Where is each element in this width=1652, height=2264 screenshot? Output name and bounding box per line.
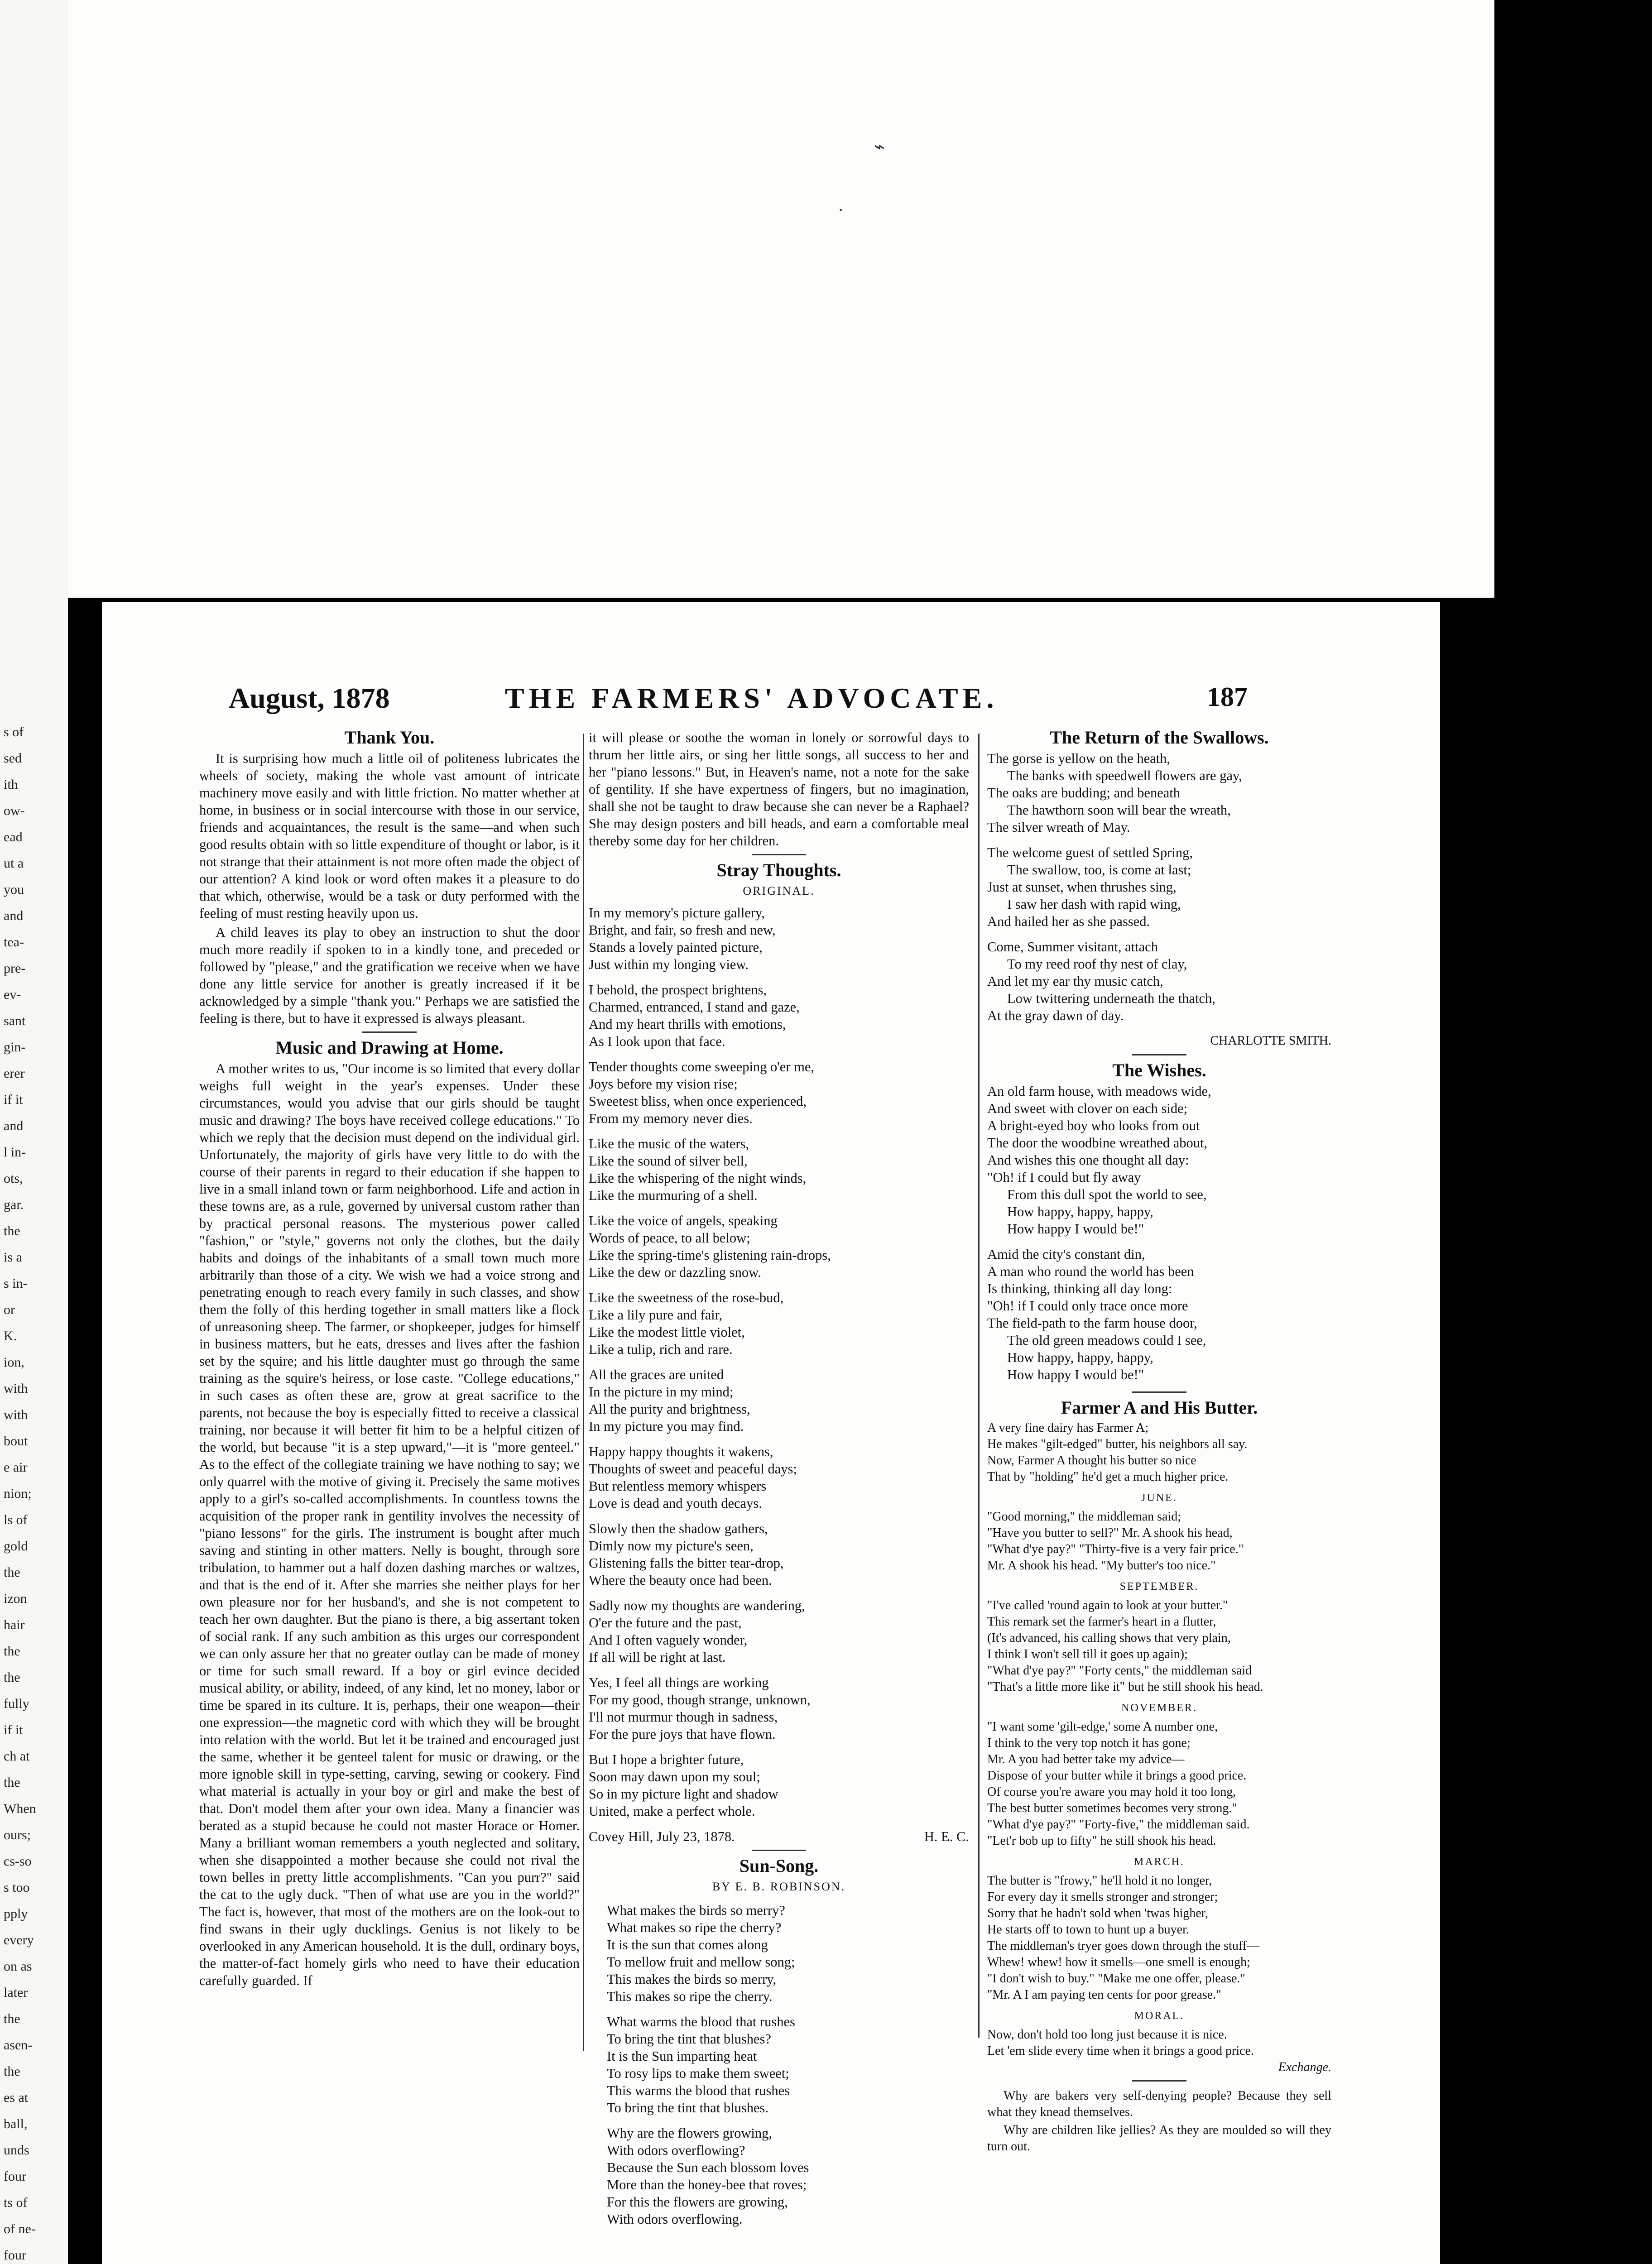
prev-page-text-fragment: every (4, 1933, 34, 1947)
stanza (589, 904, 969, 973)
prev-page-text-fragment: ead (4, 830, 23, 844)
prev-page-text-fragment: if it (4, 1722, 23, 1737)
verse-line: Sadly now my thoughts are wandering, (589, 1598, 805, 1613)
moral-heading: MORAL. (1134, 2010, 1185, 2022)
verse-line: Sorry that he hadn't sold when 'twas higher, (987, 1906, 1208, 1920)
stanza (589, 1135, 969, 1204)
verse-line: Come, Summer visitant, attach (987, 939, 1158, 955)
prev-page-text-fragment: ith (4, 777, 18, 792)
verse-line: Mr. A shook his head. "My butter's too nice." (987, 1559, 1216, 1573)
poem-title: The Return of the Swallows. (1050, 727, 1269, 748)
verse-line: "Have you butter to sell?" Mr. A shook his head, (987, 1526, 1233, 1540)
verse-line: Where the beauty once had been. (589, 1573, 772, 1588)
separator-rule (752, 854, 806, 855)
newspaper-title: THE FARMERS' ADVOCATE. (505, 682, 999, 714)
stanza (607, 2013, 969, 2116)
column-2 (589, 729, 969, 2236)
verse-line: Like the sweetness of the rose-bud, (589, 1290, 784, 1305)
prev-page-text-fragment: ours; (4, 1828, 31, 1842)
verse-line: Just within my longing view. (589, 957, 749, 972)
verse-line: The butter is "frowy," he'll hold it no longer, (987, 1874, 1212, 1888)
prev-page-text-fragment: When (4, 1801, 36, 1816)
verse-line: With odors overflowing? (607, 2143, 745, 2158)
verse-line: "I've called 'round again to look at your butter." (987, 1598, 1228, 1612)
article-title: Thank You. (344, 727, 435, 748)
speck-mark: ⌁ (874, 136, 885, 157)
prev-page-text-fragment: or (4, 1302, 15, 1317)
stanza (607, 1902, 969, 2005)
verse-line: At the gray dawn of day. (987, 1008, 1124, 1023)
verse-line: Dimly now my picture's seen, (589, 1538, 754, 1554)
verse-line: Mr. A you had better take my advice— (987, 1752, 1185, 1766)
verse-line: Because the Sun each blossom loves (607, 2160, 809, 2175)
verse-line: From my memory never dies. (589, 1111, 753, 1126)
stanza (987, 1083, 1331, 1238)
verse-line: To mellow fruit and mellow song; (607, 1954, 795, 1970)
stanza (987, 1509, 1331, 1574)
verse-line: And wishes this one thought all day: (987, 1152, 1189, 1168)
verse-line: From this dull spot the world to see, (1007, 1187, 1207, 1202)
prev-page-text-fragment: ion, (4, 1355, 24, 1370)
prev-page-text-fragment: with (4, 1381, 28, 1396)
verse-line: To my reed roof thy nest of clay, (1007, 956, 1187, 972)
verse-line: "What d'ye pay?" "Forty cents," the middleman said (987, 1664, 1252, 1678)
stanza (589, 981, 969, 1050)
verse-line: The silver wreath of May. (987, 820, 1130, 835)
verse-line: In my picture you may find. (589, 1419, 744, 1434)
verse-line: That by "holding" he'd get a much higher price. (987, 1470, 1229, 1484)
stanza (987, 1420, 1331, 1485)
verse-line: For my good, though strange, unknown, (589, 1692, 811, 1708)
verse-line: I think to the very top notch it has gone; (987, 1736, 1191, 1750)
verse-line: "I want some 'gilt-edge,' some A number one, (987, 1720, 1218, 1734)
stanza (589, 1289, 969, 1358)
verse-line: The best butter sometimes becomes very strong." (987, 1801, 1237, 1815)
prev-page-text-fragment: four (4, 2169, 26, 2184)
verse-line: Glistening falls the bitter tear-drop, (589, 1555, 784, 1571)
verse-line: How happy I would be!" (1007, 1221, 1144, 1237)
verse-line: As I look upon that face. (589, 1034, 725, 1049)
verse-line: Words of peace, to all below; (589, 1230, 750, 1246)
prev-page-text-fragment: pply (4, 1906, 28, 1921)
verse-line: Like the dew or dazzling snow. (589, 1265, 761, 1280)
verse-line: What warms the blood that rushes (607, 2014, 795, 2029)
month-heading: MARCH. (1133, 1856, 1185, 1868)
stanza (987, 750, 1331, 836)
verse-line: He makes "gilt-edged" butter, his neighbors all say. (987, 1437, 1248, 1451)
stanza (589, 1597, 969, 1666)
stanza (987, 1719, 1331, 1849)
verse-line: Like the spring-time's glistening rain-drops, (589, 1247, 831, 1263)
verse-line: Bright, and fair, so fresh and new, (589, 922, 776, 938)
poem-body (589, 904, 969, 1820)
prev-page-text-fragment: ev- (4, 987, 21, 1002)
verse-line: Like a tulip, rich and rare. (589, 1342, 733, 1357)
prev-page-text-fragment: cs-so (4, 1854, 32, 1869)
prev-page-text-fragment: gar. (4, 1197, 24, 1212)
verse-line: An old farm house, with meadows wide, (987, 1084, 1211, 1099)
poem-title: The Wishes. (1112, 1060, 1206, 1080)
prev-page-text-fragment: the (4, 1670, 20, 1685)
page-number: 187 (1207, 682, 1248, 712)
verse-line: Low twittering underneath the thatch, (1007, 991, 1215, 1006)
author-initials: H. E. C. (924, 1829, 969, 1844)
prev-page-text-fragment: es at (4, 2090, 29, 2105)
separator-rule (1132, 1391, 1186, 1393)
verse-line: I'll not murmur though in sadness, (589, 1709, 778, 1725)
verse-line: If all will be right at last. (589, 1650, 726, 1665)
verse-line: It is the Sun imparting heat (607, 2048, 757, 2064)
verse-line: All the purity and brightness, (589, 1401, 750, 1417)
prev-page-text-fragment: the (4, 1775, 20, 1790)
poem-title: Farmer A and His Butter. (1061, 1397, 1258, 1418)
paragraph: it will please or soothe the woman in lonely or sorrowful days to thrum her little airs, or sing her little songs, all success to her and her "piano lessons." But, in Heaven's name, not a note for the sake of gentility. If she have expertness of fingers, but no imagination, shall she not be taught to draw because she can never be a Raphael? She may design posters and bill heads, and earn a comfortable meal thereby some day for her children. (589, 730, 969, 849)
previous-page-fragment (0, 0, 68, 2264)
verse-line: To bring the tint that blushes? (607, 2031, 771, 2047)
column-rule (978, 734, 980, 2038)
column-rule (583, 734, 584, 2051)
verse-line: To rosy lips to make them sweet; (607, 2066, 789, 2081)
verse-line: Like the sound of silver bell, (589, 1153, 748, 1169)
prev-page-text-fragment: unds (4, 2143, 29, 2158)
poem-body (987, 750, 1331, 1024)
prev-page-text-fragment: K. (4, 1329, 17, 1343)
verse-line: Why are the flowers growing, (607, 2125, 773, 2141)
verse-line: And hailed her as she passed. (987, 914, 1150, 929)
verse-line: The old green meadows could I see, (1007, 1333, 1206, 1348)
verse-line: But I hope a brighter future, (589, 1752, 744, 1767)
month-heading: SEPTEMBER. (1119, 1581, 1199, 1592)
prev-page-text-fragment: ls of (4, 1512, 28, 1527)
verse-line: Like the modest little violet, (589, 1324, 745, 1340)
verse-line: He starts off to town to hunt up a buyer. (987, 1923, 1189, 1937)
prev-page-text-fragment: nion; (4, 1486, 32, 1501)
upper-blank-area (68, 0, 1494, 598)
month-heading: JUNE. (1141, 1492, 1177, 1504)
verse-line: The middleman's tryer goes down through the stuff— (987, 1939, 1259, 1953)
verse-line: A man who round the world has been (987, 1264, 1194, 1279)
verse-line: What makes the birds so merry? (607, 1903, 785, 1918)
verse-line: "I don't wish to buy." "Make me one offer, please." (987, 1971, 1245, 1986)
verse-line: This remark set the farmer's heart in a flutter, (987, 1615, 1216, 1629)
verse-line: I behold, the prospect brightens, (589, 982, 767, 998)
verse-line: Now, Farmer A thought his butter so nice (987, 1453, 1196, 1468)
verse-line: The oaks are budding; and beneath (987, 785, 1181, 801)
verse-line: Tender thoughts come sweeping o'er me, (589, 1059, 814, 1074)
verse-line: I saw her dash with rapid wing, (1007, 897, 1181, 912)
prev-page-text-fragment: s in- (4, 1276, 28, 1291)
verse-line: How happy, happy, happy, (1007, 1350, 1153, 1365)
verse-line: How happy I would be!" (1007, 1367, 1144, 1382)
verse-line: To bring the tint that blushes. (607, 2100, 769, 2115)
verse-line: Charmed, entranced, I stand and gaze, (589, 999, 800, 1015)
verse-line: Yes, I feel all things are working (589, 1675, 769, 1690)
verse-line: And sweet with clover on each side; (987, 1101, 1188, 1116)
prev-page-text-fragment: ow- (4, 803, 25, 818)
verse-line: Slowly then the shadow gathers, (589, 1521, 768, 1536)
poem-title: Sun-Song. (739, 1856, 819, 1876)
poem-body (987, 1420, 1331, 2076)
verse-line: "What d'ye pay?" "Forty-five," the middleman said. (987, 1818, 1250, 1832)
verse-line: And I often vaguely wonder, (589, 1632, 748, 1648)
verse-line: Amid the city's constant din, (987, 1247, 1145, 1262)
verse-line: This makes the birds so merry, (607, 1971, 777, 1987)
prev-page-text-fragment: and (4, 908, 24, 923)
poem-body (589, 1902, 969, 2228)
verse-line: Soon may dawn upon my soul; (589, 1769, 760, 1784)
stanza (987, 2027, 1331, 2059)
verse-line: A very fine dairy has Farmer A; (987, 1421, 1149, 1435)
prev-page-text-fragment: asen- (4, 2038, 33, 2053)
prev-page-text-fragment: if it (4, 1092, 23, 1107)
prev-page-text-fragment: on as (4, 1959, 32, 1974)
verse-line: For the pure joys that have flown. (589, 1727, 776, 1742)
verse-line: Like a lily pure and fair, (589, 1307, 723, 1323)
verse-line: Let 'em slide every time when it brings a good price. (987, 2044, 1254, 2058)
article-title: Music and Drawing at Home. (275, 1037, 504, 1058)
stanza (589, 1674, 969, 1743)
prev-page-text-fragment: e air (4, 1460, 28, 1475)
poem-byline: BY E. B. ROBINSON. (712, 1880, 846, 1893)
verse-line: How happy, happy, happy, (1007, 1204, 1153, 1219)
joke-paragraph: Why are bakers very self-denying people? Because they sell what they knead themselves. (987, 2089, 1331, 2119)
verse-line: Stands a lovely painted picture, (589, 940, 763, 955)
prev-page-text-fragment: s too (4, 1880, 30, 1895)
stanza (987, 1873, 1331, 2003)
prev-page-text-fragment: the (4, 1644, 20, 1659)
stanza (987, 1597, 1331, 1695)
verse-line: This warms the blood that rushes (607, 2083, 790, 2098)
verse-line: Now, don't hold too long just because it is nice. (987, 2028, 1227, 2042)
prev-page-text-fragment: erer (4, 1066, 25, 1081)
prev-page-text-fragment: ball, (4, 2116, 28, 2131)
prev-page-text-fragment: l in- (4, 1145, 26, 1160)
prev-page-text-fragment: tea- (4, 935, 24, 950)
joke-paragraph: Why are children like jellies? As they are moulded so will they turn out. (987, 2123, 1331, 2154)
verse-line: This makes so ripe the cherry. (607, 1989, 773, 2004)
verse-line: Like the music of the waters, (589, 1136, 749, 1151)
verse-line: And let my ear thy music catch, (987, 974, 1163, 989)
issue-date: August, 1878 (229, 682, 390, 714)
verse-line: "Mr. A I am paying ten cents for poor grease." (987, 1988, 1221, 2002)
stanza (589, 1520, 969, 1589)
paragraph: A mother writes to us, "Our income is so limited that every dollar weighs full weight in the year's expenses. Under these circumstances, would you advise that our girls should be taught music and drawing? The boys have received college educations." To which we reply that the decision must depend on the individual girl. Unfortunately, the majority of girls have very little to do with the course of their parents in regard to their education if she happen to live in a small inland town or farm neighborhood. Life and action in these towns are, as a rule, governed by universal custom rather than by practical personal reasons. The mysterious power called "fashion," or "style," governs not only the clothes, but the daily habits and doings of the inhabitants of a small town much more arbitrarily than those of a city. We wish we had a voice strong and penetrating enough to reach every family in such classes, and show them the folly of this herding together in small matters like a flock of unreasoning sheep. The farmer, or shopkeeper, judges for himself in business matters, but he eats, dresses and lives after the fashion set by the squire; and his little daughter must go through the same training as the squire's heiress, or lose caste. "College educations," in such cases as often these are, grow at great sacrifice to the parents, not because the boy is especially fitted to receive a classical training, nor because it will better fit him to be a helpful citizen of the world, but because "it is a step upward,"—it is "more genteel." As to the effect of the collegiate training we have nothing to say; we only quarrel with the motive of giving it. Precisely the same motives apply to a girl's so-called accomplishments. In countless towns the acquisition of the proper rank in gentility involves the necessity of "piano lessons" for the girls. The instrument is bought after much saving and stinting in other matters. Nelly is bought, through sore tribulation, to hammer out a half dozen dashing marches or waltzes, and that is the end of it. After she marries she neither plays for her own pleasure nor for her husband's, and she is not competent to teach her own daughter. But the piano is there, a big assertant token of social rank. If any such ambition as this urges our correspondent we can only assure her that no greater outlay can be made of money or time for such small reward. If a boy or girl evince decided musical ability, or ability, indeed, of any kind, let no money, labor or time be spared in its culture. It is, perhaps, their one weapon—their one expression—the magnetic cord with which they will be brought into relation with the world. But let it be trained and encouraged just the same, whether it be genteel talent for music or drawing, or the more ignoble skill in type-setting, carving, sewing or cookery. Find what material is actually in your boy or girl and make the best of that. Don't model them after your own idea. Many a financier was berated as a stupid because he could not master Horace or Homer. Many a brilliant woman remembers a youth neglected and solitary, when she disappointed a mother because she could not rival the town belles in pretty little accomplishments. "Can you purr?" said the cat to the ugly duck. "Then of what use are you in the world?" The fact is, however, that most of the mothers are on the look-out to find swans in their ugly ducklings. Genius is not likely to be overlooked in any American household. It is the dull, ordinary boys, the matter-of-fact homely girls who need to have their education carefully guarded. If (199, 1061, 580, 1988)
poem-title: Stray Thoughts. (716, 860, 841, 880)
verse-line: So in my picture light and shadow (589, 1786, 778, 1802)
prev-page-text-fragment: and (4, 1118, 24, 1133)
stanza (589, 1212, 969, 1281)
verse-line: Just at sunset, when thrushes sing, (987, 879, 1177, 895)
paragraph: It is surprising how much a little oil of politeness lubricates the wheels of society, making the whole vast amount of intricate machinery move easily and with little friction. No matter whether at home, in business or in social intercourse with those in our service, friends and acquaintances, the result is the same—and when such good results obtain with so little expenditure of thought or labor, is it not strange that their attainment is not more often made the object of our attention? A kind look or word often makes it a pleasure to do that which, otherwise, would be a task or duty performed with the feeling of must resting heavily upon us. (199, 751, 580, 921)
verse-line: O'er the future and the past, (589, 1615, 742, 1631)
prev-page-text-fragment: the (4, 1223, 20, 1238)
separator-rule (1132, 1054, 1186, 1055)
verse-line: "What d'ye pay?" "Thirty-five is a very fair price." (987, 1542, 1244, 1556)
prev-page-text-fragment: izon (4, 1591, 27, 1606)
verse-line: For every day it smells stronger and stronger; (987, 1890, 1218, 1904)
stanza (607, 2125, 969, 2228)
verse-line: Like the whispering of the night winds, (589, 1170, 807, 1186)
speck-mark: · (838, 200, 844, 220)
verse-line: Thoughts of sweet and peaceful days; (589, 1461, 797, 1477)
verse-line: The welcome guest of settled Spring, (987, 845, 1193, 860)
place-date: Covey Hill, July 23, 1878. (589, 1829, 735, 1844)
verse-line: The gorse is yellow on the heath, (987, 751, 1171, 766)
separator-rule (1132, 2080, 1186, 2082)
verse-line: But relentless memory whispers (589, 1478, 767, 1494)
prev-page-text-fragment: gold (4, 1539, 28, 1554)
verse-line: "Good morning," the middleman said; (987, 1510, 1181, 1524)
verse-line: "Oh! if I could only trace once more (987, 1298, 1188, 1314)
poem-dateline (589, 1828, 969, 1845)
prev-page-text-fragment: the (4, 1565, 20, 1580)
verse-line: In my memory's picture gallery, (589, 905, 765, 921)
verse-line: Of course you're aware you may hold it too long, (987, 1785, 1236, 1799)
prev-page-text-fragment: four (4, 2248, 26, 2263)
verse-line: Dispose of your butter while it brings a good price. (987, 1769, 1247, 1783)
stanza (589, 1443, 969, 1512)
prev-page-text-fragment: hair (4, 1617, 25, 1632)
prev-page-text-fragment: later (4, 1985, 28, 2000)
poem-subtitle: ORIGINAL. (743, 884, 815, 897)
separator-rule (752, 1850, 806, 1851)
verse-line: It is the sun that comes along (607, 1937, 768, 1952)
verse-line: I think I won't sell till it goes up again); (987, 1647, 1188, 1661)
prev-page-text-fragment: pre- (4, 961, 26, 976)
verse-line: The field-path to the farm house door, (987, 1315, 1197, 1331)
verse-line: (It's advanced, his calling shows that very plain, (987, 1631, 1231, 1645)
prev-page-text-fragment: s of (4, 724, 24, 739)
stanza (589, 1751, 969, 1820)
verse-line: Like the murmuring of a shell. (589, 1188, 758, 1203)
prev-page-text-fragment: sed (4, 751, 22, 766)
verse-line: United, make a perfect whole. (589, 1804, 755, 1819)
prev-page-text-fragment: of ne- (4, 2221, 36, 2236)
prev-page-text-fragment: bout (4, 1434, 28, 1449)
stanza (589, 1058, 969, 1127)
prev-page-text-fragment: the (4, 2064, 20, 2079)
verse-line: Love is dead and youth decays. (589, 1496, 762, 1511)
stanza (987, 844, 1331, 930)
poem-body (987, 1083, 1331, 1383)
verse-line: What makes so ripe the cherry? (607, 1920, 782, 1935)
verse-line: A bright-eyed boy who looks from out (987, 1118, 1200, 1133)
verse-line: The door the woodbine wreathed about, (987, 1135, 1208, 1151)
stanza (589, 1366, 969, 1435)
prev-page-text-fragment: fully (4, 1696, 29, 1711)
verse-line: Is thinking, thinking all day long: (987, 1281, 1172, 1296)
stanza (987, 938, 1331, 1024)
verse-line: The swallow, too, is come at last; (1007, 862, 1191, 878)
verse-line: Happy happy thoughts it wakens, (589, 1444, 773, 1459)
verse-line: "That's a little more like it" but he still shook his head. (987, 1680, 1263, 1694)
prev-page-text-fragment: ut a (4, 856, 24, 871)
prev-page-text-fragment: with (4, 1407, 28, 1422)
stanza (987, 1246, 1331, 1383)
verse-line: In the picture in my mind; (589, 1384, 734, 1400)
verse-line: "Let'r bob up to fifty" he still shook his head. (987, 1834, 1216, 1848)
verse-line: Whew! whew! how it smells—one smell is enough; (987, 1955, 1250, 1969)
prev-page-text-fragment: ots, (4, 1171, 23, 1186)
separator-rule (362, 1031, 417, 1033)
column-1 (199, 729, 580, 1991)
verse-line: With odors overflowing. (607, 2211, 743, 2227)
paragraph: A child leaves its play to obey an instruction to shut the door much more readily if spoken to in a kindly tone, and preceded or followed by "please," and the gratification we receive when we have done any little service for another is greatly increased if it be acknowledged by a simple "thank you." Perhaps we are satisfied the feeling is there, but to have it expressed is always pleasant. (199, 925, 580, 1026)
verse-line: The banks with speedwell flowers are gay, (1007, 768, 1242, 783)
prev-page-text-fragment: the (4, 2011, 20, 2026)
prev-page-text-fragment: you (4, 882, 24, 897)
source-credit: Exchange. (1278, 2060, 1331, 2074)
verse-line: The hawthorn soon will bear the wreath, (1007, 802, 1231, 818)
prev-page-text-fragment: gin- (4, 1040, 26, 1055)
month-heading: NOVEMBER. (1121, 1702, 1197, 1714)
prev-page-text-fragment: is a (4, 1250, 22, 1265)
prev-page-text-fragment: ch at (4, 1749, 30, 1764)
verse-line: And my heart thrills with emotions, (589, 1017, 786, 1032)
poem-author: CHARLOTTE SMITH. (1210, 1034, 1331, 1048)
prev-page-text-fragment: ts of (4, 2195, 28, 2210)
verse-line: Sweetest bliss, when once experienced, (589, 1094, 807, 1109)
verse-line: All the graces are united (589, 1367, 724, 1382)
verse-line: "Oh! if I could but fly away (987, 1170, 1141, 1185)
page-header (129, 681, 1306, 718)
verse-line: For this the flowers are growing, (607, 2194, 788, 2210)
verse-line: More than the honey-bee that roves; (607, 2177, 807, 2192)
prev-page-text-fragment: sant (4, 1013, 26, 1028)
verse-line: Like the voice of angels, speaking (589, 1213, 778, 1228)
column-3 (987, 729, 1331, 2157)
verse-line: Joys before my vision rise; (589, 1076, 738, 1092)
